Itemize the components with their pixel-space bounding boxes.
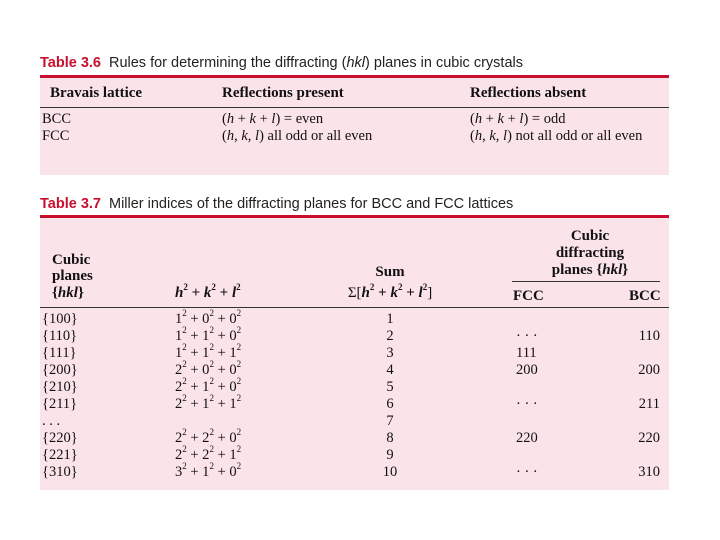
table-3-6-caption [40,55,523,71]
header-hkl-squares: $h^2 + k^2 + l^2$ [175,282,241,301]
table-3-6-header-rule [40,107,669,108]
sum-cell: 1 [386,311,394,327]
plane-cell: {220} [42,430,78,446]
hkl-squares-cell: $1^2 + 1^2 + 1^2$ [175,342,242,361]
sum-cell: 4 [386,362,394,378]
sum-cell: 10 [382,464,398,480]
fcc-cell: 200 [516,362,538,378]
bcc-cell: 310 [638,464,660,480]
bcc-cell: 211 [638,396,660,412]
hkl-squares-cell: $2^2 + 2^2 + 0^2$ [175,427,242,446]
plane-cell: {211} [42,396,78,412]
hkl-squares-cell: $3^2 + 1^2 + 0^2$ [175,461,242,480]
plane-cell: {221} [42,447,78,463]
plane-cell: {200} [42,362,78,378]
header-hkl: {hkl} [52,285,84,301]
hkl-squares-cell: $2^2 + 0^2 + 0^2$ [175,359,242,378]
header-bravais-lattice: Bravais lattice [50,85,143,101]
sum-cell: 9 [386,447,394,463]
sum-cell: 2 [386,328,394,344]
sum-cell: 5 [386,379,394,395]
bcc-cell: 200 [638,362,660,378]
header-bcc: BCC [629,288,661,304]
header-group-planes: planes {hkl} [551,262,629,278]
fcc-cell: 111 [516,345,537,361]
table-3-7-caption [40,196,513,212]
header-sum: Sum [375,264,405,280]
hkl-squares-cell: $1^2 + 1^2 + 0^2$ [175,325,242,344]
header-sum-formula: $\Sigma[h^2 + k^2 + l^2]$ [347,282,433,301]
row-bcc-present: (h + k + l) = even [222,111,324,127]
header-fcc: FCC [513,288,544,304]
header-group-cubic: Cubic [570,228,610,244]
row-fcc-lattice: FCC [42,128,70,144]
hkl-squares-cell: $2^2 + 1^2 + 0^2$ [175,376,242,395]
bcc-cell: 110 [638,328,660,344]
header-cubic: Cubic [52,252,91,268]
sum-cell: 7 [386,413,394,429]
plane-cell: . . . [42,413,61,429]
bcc-cell: 220 [638,430,660,446]
hkl-squares-cell: $1^2 + 0^2 + 0^2$ [175,308,242,327]
header-reflections-absent: Reflections absent [470,85,587,101]
plane-cell: {100} [42,311,78,327]
sum-cell: 6 [386,396,394,412]
plane-cell: {111} [42,345,77,361]
fcc-cell: · · · [516,396,538,412]
header-reflections-present: Reflections present [222,85,344,101]
group-underline [512,281,660,282]
header-group-diffracting: diffracting [555,245,625,261]
caption-hkl: hkl [346,55,366,71]
table-3-6-label: Table 3.6 [40,55,101,71]
row-fcc-absent: (h, k, l) not all odd or all even [470,128,643,144]
table-3-7-label: Table 3.7 [40,196,101,212]
sum-cell: 3 [386,345,394,361]
sum-cell: 8 [386,430,394,446]
caption-text: Rules for determining the diffracting ( [108,55,347,71]
row-fcc-present: (h, k, l) all odd or all even [222,128,373,144]
hkl-squares-cell: $2^2 + 1^2 + 1^2$ [175,393,242,412]
row-bcc-lattice: BCC [42,111,72,127]
header-planes: planes [52,268,93,284]
caption-text-end: ) planes in cubic crystals [365,55,523,71]
fcc-cell: · · · [516,464,538,480]
caption-text: Miller indices of the diffracting planes for BCC and FCC lattices [108,196,514,212]
plane-cell: {110} [42,328,78,344]
fcc-cell: 220 [516,430,538,446]
plane-cell: {210} [42,379,78,395]
hkl-squares-cell: $2^2 + 2^2 + 1^2$ [175,444,242,463]
fcc-cell: · · · [516,328,538,344]
table-3-7-header-rule [40,307,669,308]
plane-cell: {310} [42,464,78,480]
row-bcc-absent: (h + k + l) = odd [470,111,566,127]
